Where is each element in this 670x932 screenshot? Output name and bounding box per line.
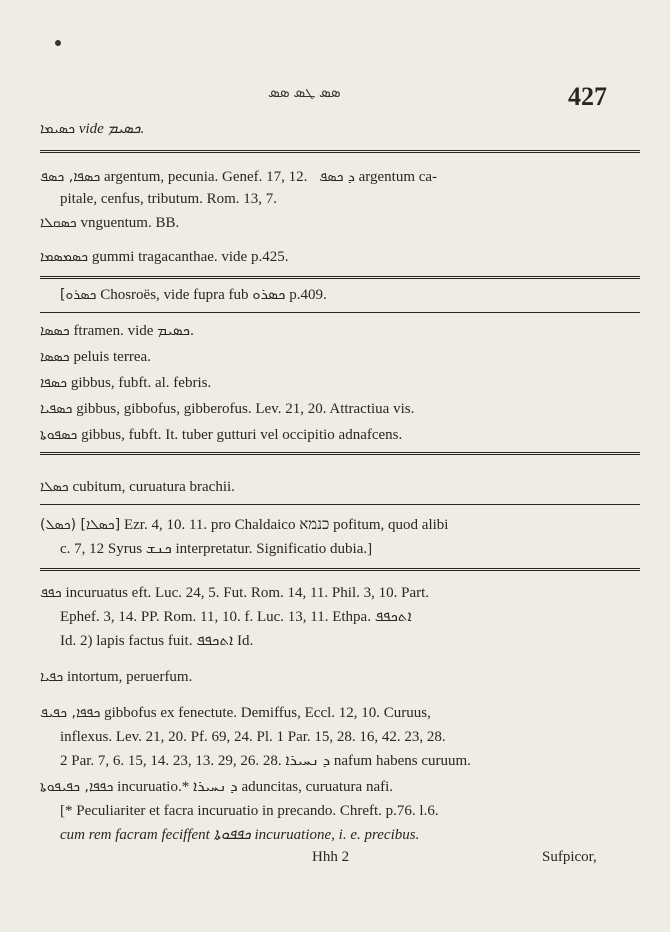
catchword: Sufpicor, [542,849,597,865]
syriac-headword: ܕ ܟܣܦ [319,169,355,185]
syriac-headword: ܟܦܝܐ [40,669,64,685]
entry-row [40,320,640,342]
syriac-headword: ܟܣܣܐ [40,323,70,339]
entry-text: peluis terrea. [73,349,151,365]
syriac-headword: ܟܦܦ [40,585,62,601]
section-rule [40,568,640,571]
entry-text: c. 7, 12 Syrus ܟܢܫ interpretatur. Significatio dubia.] [60,541,373,557]
syriac-headword: ܟܦܦܐ, ܟܦܝܦܘܬܐ [40,779,114,795]
entry-row [40,476,640,498]
entry-text: vnguentum. BB. [80,215,180,231]
entry-text: cubitum, curuatura brachii. [72,479,235,495]
syriac-headword: [ܟܣܪܘ [60,287,97,303]
entry-row [40,424,640,446]
entry-row [40,372,640,394]
page-number: 427 [568,82,607,111]
entry-text: gibbus, gibbofus, gibberofus. Lev. 21, 20. Attractiua vis. [76,401,415,417]
entry-text: gibbofus ex fenectute. Demiffus, Eccl. 12, 10. Curuus, [104,705,431,721]
syriac-headword: ܟܣܝܡܐ [40,121,76,137]
entry-row [40,666,640,688]
syriac-headword: ܟܣܦܐ, ܟܣܦ [40,169,101,185]
entry-row [40,606,660,628]
syriac-headword: ܟܦܦܐ, ܟܦܝܦ [40,705,101,721]
entry-text: Ezr. 4, 10. 11. pro Chaldaico כנמא pofitum, quod alibi [123,517,449,533]
entry-row [60,284,660,306]
entry-text: incuruatio.* ܕ ܢܚܝܪܐ aduncitas, curuatura nafi. [117,779,394,795]
entry-text: argentum ca- [358,169,438,185]
entry-text: argentum, pecunia. Genef. 17, 12. [104,169,308,185]
entry-row [40,726,660,748]
section-rule [40,504,640,505]
syriac-headword: (ܟܣܠ) [ܟܣܠܐ] [40,517,121,533]
syriac-headword: ܟܣܣܐ [40,349,70,365]
section-rule [40,150,640,153]
page-signature [312,846,412,868]
entry-row [40,188,660,210]
entry-text: Id. 2) lapis factus fuit. ܐܬܟܦܦ Id. [60,633,254,649]
entry-row [40,824,660,846]
entry-row [40,398,640,420]
entry-text: gibbus, fubft. al. febris. [70,375,212,391]
entry-row [40,246,640,268]
entry-text: gummi tragacanthae. vide p.425. [91,249,289,265]
entry-text: pitale, cenfus, tributum. Rom. 13, 7. [60,191,278,207]
entry-text: gibbus, fubft. It. tuber gutturi vel occipitio adnafcens. [81,427,403,443]
page-header [0,80,670,120]
entry-text: ftramen. vide ܟܣܝܡ. [73,323,194,339]
syriac-headword: ܟܣܦܝܐ [40,401,73,417]
entry-row [40,514,640,536]
entry-text: incuruatus eft. Luc. 24, 5. Fut. Rom. 14, 11. Phil. 3, 10. Part. [65,585,430,601]
signature-mark: Hhh 2 [312,849,350,865]
entry-text: vide ܟܣܝܡ. [78,121,145,137]
entry-text: 2 Par. 7, 6. 15, 14. 23, 13. 29, 26. 28. ܕ ܢܚܝܪܐ nafum habens curuum. [60,753,471,769]
entry-text: Ephef. 3, 14. PP. Rom. 11, 10. f. Luc. 13, 11. Ethpa. ܐܬܟܦܦ [60,609,412,625]
page-catchword [542,846,642,868]
page-blemish [55,40,61,46]
syriac-headword: ܟܣܩܠܐ [40,215,77,231]
entry-row [40,630,660,652]
syriac-headword: ܟܣܦܘܬܐ [40,427,78,443]
entry-row [40,118,640,140]
entry-row [40,166,640,188]
entry-row [40,776,640,798]
entry-text: cum rem facram feciffent ܟܦܦܘܬܐ incuruatione, i. e. precibus. [60,827,420,843]
entry-row [40,346,640,368]
entry-row [40,582,640,604]
entry-row [40,538,660,560]
entry-row [40,702,640,724]
entry-text: intortum, peruerfum. [66,669,193,685]
syriac-headword: ܟܣܡܣܡܐ [40,249,89,265]
entry-text: inflexus. Lev. 21, 20. Pf. 69, 24. Pl. 1 Par. 15, 28. 16, 42. 23, 28. [60,729,446,745]
section-rule [40,312,640,313]
entry-row [40,212,640,234]
section-rule [40,452,640,455]
syriac-headword: ܟܣܠܐ [40,479,69,495]
entry-row [40,800,660,822]
section-rule [40,276,640,279]
header-syriac: ܣܣ ܛܣ ܣܣ [268,85,341,101]
entry-text: [* Peculiariter et facra incuruatio in precando. Chreft. p.76. l.6. [60,803,439,819]
entry-row [40,750,660,772]
syriac-headword: ܟܣܦܐ [40,375,68,391]
entry-text: Chosroës, vide fupra fub ܟܣܪܘ p.409. [100,287,327,303]
